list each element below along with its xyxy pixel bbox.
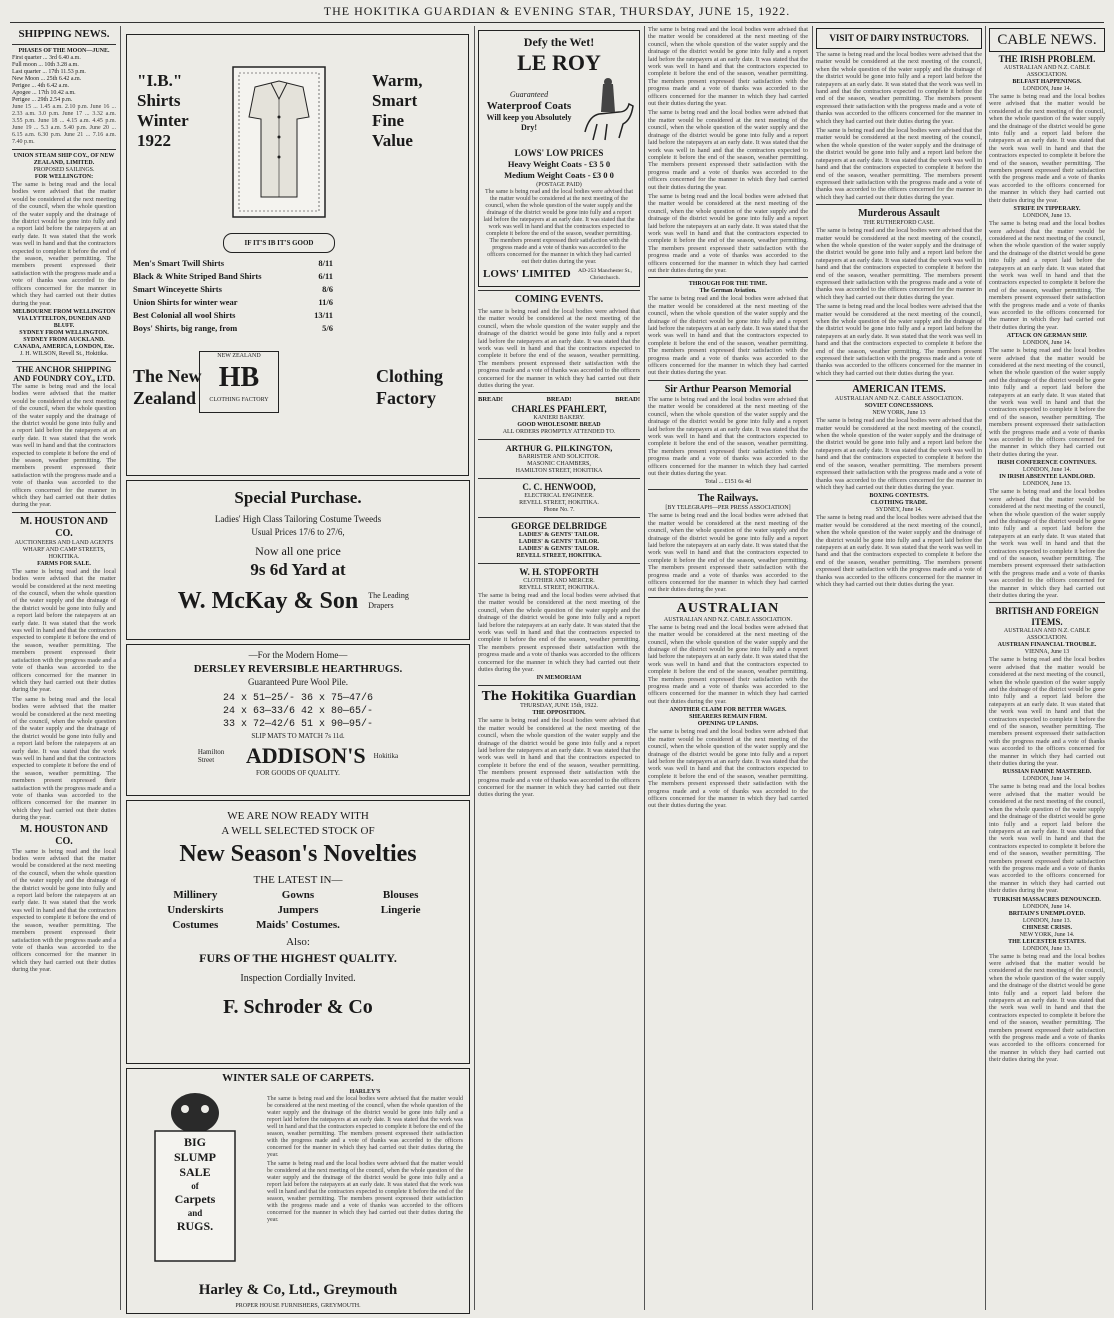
novelty-item: Underskirts [167, 904, 224, 916]
opposition-text: The same is being read and the local bodies were advised that the matter would be considered at the next meeting of the council, when the whole question of the water supply and the drainage of the district would be gone into fully and a report laid before the ratepayers at an early date. It was stated that the work was well in hand and that the contractors expected to complete it before the end of the season, weather permitting. The members present expressed their satisfaction with the progress made and a vote of thanks was accorded to the officers concerned for the manner in which they had carried out their duties during the year. [478, 717, 640, 799]
novelties-line2: A WELL SELECTED STOCK OF [221, 825, 375, 837]
novelties-line1: WE ARE NOW READY WITH [227, 810, 369, 822]
ib-item-name: Black & White Striped Band Shirts [133, 271, 262, 281]
american-tag: AUSTRALIAN AND N.Z. CABLE ASSOCIATION. [834, 396, 964, 403]
dairy-title: VISIT OF DAIRY INSTRUCTORS. [829, 33, 969, 43]
col4-text-top-3: The same is being read and the local bodies were advised that the matter would be considered at the next meeting of the council, when the whole question of the water supply and the drainage of the district would be gone into fully and a report laid before the ratepayers at an early date. It was stated that the work was well in hand and that the contractors expected to complete it before the end of the season, weather permitting. The members present expressed their satisfaction with the progress made and a vote of thanks was accorded to the officers concerned for the manner in which they had carried out their duties during the year. [648, 192, 808, 274]
tailor-line-1: LADIES' & GENTS' TAILOR. [518, 531, 600, 538]
rubbing-text: The same is being read and the local bodies were advised that the matter would be considered at the next meeting of the council, when the whole question of the water supply and the drainage of the district would be gone into fully and a report laid before the ratepayers at an early date. It was stated that the work was well in hand and that the contractors expected to complete it before the end of the season, weather permitting. The members present expressed their satisfaction with the progress made and a vote of thanks was accorded to the officers concerned for the manner in which they had carried out their duties during the year. [12, 847, 116, 974]
leroy-text: The same is being read and the local bodies were advised that the matter would be considered at the next meeting of the council, when the whole question of the water supply and the drainage of the district would be gone into fully and a report laid before the ratepayers at an early date. It was stated that the work was well in hand and that the contractors expected to complete it before the end of the season, weather permitting. The members present expressed their satisfaction with the progress made and a vote of thanks was accorded to the officers concerned for the manner in which they had carried out their duties during the year. [483, 189, 635, 265]
lows-address: AD-253 Manchester St., Christchurch. [578, 268, 632, 281]
special-line3: Now all one price [255, 544, 341, 558]
ib-item-price: 6/11 [318, 271, 333, 281]
novelties-items [127, 888, 469, 933]
slump-big: BIG [183, 1135, 206, 1149]
austrian-heading: AUSTRIAN FINANCIAL TROUBLE. [997, 642, 1097, 649]
ib-price-row [133, 296, 333, 309]
railways-tag: [BY TELEGRAPH—PER PRESS ASSOCIATION] [665, 505, 791, 512]
murderous-title: Murderous Assault [858, 208, 940, 220]
farms-text-2: The same is being read and the local bodies were advised that the matter would be considered at the next meeting of the council, when the whole question of the water supply and the drainage of the district would be gone into fully and a report laid before the ratepayers at an early date. It was stated that the work was well in hand and that the contractors expected to complete it before the end of the season, weather permitting. The members present expressed their satisfaction with the progress made and a vote of thanks was accorded to the officers concerned for the manner in which they had carried out their duties during the year. [12, 695, 116, 822]
henwood-phone: Phone No. 7. [543, 506, 575, 513]
slump-sale: SALE [179, 1165, 211, 1179]
addison-sub: FOR GOODS OF QUALITY. [256, 769, 340, 777]
dairy-box [816, 28, 982, 49]
ib-item-price: 5/6 [322, 323, 333, 333]
ib-smart: Smart [372, 91, 418, 110]
ib-item-name: Smart Winceyette Shirts [133, 284, 222, 294]
clothing-dateline: SYDNEY, June 14. [875, 507, 923, 514]
novelty-item: Blouses [382, 889, 419, 901]
ib-item-price: 8/11 [318, 258, 333, 268]
stopforth-sub: CLOTHIER AND MERCER. [523, 577, 595, 584]
tipperary-heading: STRIFE IN TIPPERARY. [1013, 206, 1081, 213]
dersley-head: —For the Modern Home— [248, 650, 348, 660]
german-heading: The German Aviation. [699, 288, 757, 295]
column-rule [644, 26, 645, 1310]
shipping-text: The same is being read and the local bodies were advised that the matter would be considered at the next meeting of the council, when the whole question of the water supply and the drainage of the district would be gone into fully and a report laid before the ratepayers at an early date. It was stated that the work was well in hand and that the contractors expected to complete it before the end of the season, weather permitting. The members present expressed their satisfaction with the progress made and a vote of thanks was accorded to the officers concerned for the manner in which they had carried out their duties during the year. [12, 181, 116, 307]
carpets-ad [126, 1068, 470, 1314]
ib-title: "I.B." [137, 71, 183, 90]
irish-conf-dateline: LONDON, June 14. [1022, 467, 1072, 474]
winter-sale-title: WINTER SALE OF CARPETS. [222, 1072, 374, 1084]
ib-price-row [133, 322, 333, 335]
leicester-text: The same is being read and the local bodies were advised that the matter would be considered at the next meeting of the council, when the whole question of the water supply and the drainage of the district would be gone into fully and a report laid before the ratepayers at an early date. It was stated that the work was well in hand and that the contractors expected to complete it before the end of the season, weather permitting. The members present expressed their satisfaction with the progress made and a vote of thanks was accorded to the officers concerned for the manner in which they had carried out their duties during the year. [989, 952, 1105, 1064]
dersley-sizes [127, 692, 469, 731]
cable-column [989, 26, 1105, 1314]
dersley-sub: Guaranteed Pure Wool Pile. [247, 677, 349, 687]
austrian-text: The same is being read and the local bodies were advised that the matter would be considered at the next meeting of the council, when the whole question of the water supply and the drainage of the district would be gone into fully and a report laid before the ratepayers at an early date. It was stated that the work was well in hand and that the contractors expected to complete it before the end of the season, weather permitting. The members present expressed their satisfaction with the progress made and a vote of thanks was accorded to the officers concerned for the manner in which they had carried out their duties during the year. [989, 656, 1105, 768]
ib-warm: Warm, [372, 71, 423, 90]
leroy-ad [478, 30, 640, 287]
sydney-heading: SYDNEY FROM WELLINGTON. [19, 329, 109, 336]
farms-text: The same is being read and the local bodies were advised that the matter would be considered at the next meeting of the council, when the whole question of the water supply and the drainage of the district would be gone into fully and a report laid before the ratepayers at an early date. It was stated that the work was well in hand and that the contractors expected to complete it before the end of the season, weather permitting. The members present expressed their satisfaction with the progress made and a vote of thanks was accorded to the officers concerned for the manner in which they had carried out their duties during the year. [12, 567, 116, 694]
leroy-top: Defy the Wet! [523, 35, 595, 49]
henwood-addr: REVELL STREET, HOKITIKA. [519, 499, 599, 506]
hb-badge-top: NEW ZEALAND [217, 353, 261, 359]
houston-title-2: M. HOUSTON AND CO. [20, 823, 108, 847]
carpets-text-2: The same is being read and the local bodies were advised that the matter would be considered at the next meeting of the council, when the whole question of the water supply and the drainage of the district would be gone into fully and a report laid before the ratepayers at an early date. It was stated that the work was well in hand and that the contractors expected to complete it before the end of the season, weather permitting. The members present expressed their satisfaction with the progress made and a vote of thanks was accorded to the officers concerned for the manner in which they had carried out their duties during the year. [267, 1161, 463, 1223]
soviet-text: The same is being read and the local bodies were advised that the matter would be considered at the next meeting of the council, when the whole question of the water supply and the drainage of the district would be gone into fully and a report laid before the ratepayers at an early date. It was stated that the work was well in hand and that the contractors expected to complete it before the end of the season, weather permitting. The members present expressed their satisfaction with the progress made and a vote of thanks was accorded to the officers concerned for the manner in which they had carried out their duties during the year. [816, 417, 982, 491]
soviet-dateline: NEW YORK, June 13 [872, 410, 926, 417]
column-rule [812, 26, 813, 1310]
irish-tag: AUSTRALIAN AND N.Z. CABLE ASSOCIATION. [1003, 65, 1091, 78]
anchor-title: THE ANCHOR SHIPPING AND FOUNDRY COY., LTD. [13, 364, 115, 383]
unemployed-heading: BRITAIN'S UNEMPLOYED. [1008, 910, 1086, 917]
addison-right: Hokitika [373, 752, 399, 760]
pfahlert-orders: ALL ORDERS PROMPTLY ATTENDED TO. [502, 428, 616, 435]
clothing-heading: CLOTHING TRADE. [870, 500, 928, 507]
absentee-heading: IN IRISH ABSENTEE LANDLORD. [999, 474, 1095, 481]
masthead-rule [10, 22, 1104, 23]
pfahlert-sub: KANIERI BAKERY. [533, 414, 585, 421]
ib-price-row [133, 257, 333, 270]
moon-row: New Moon ... 25th 6.42 a.m. [12, 76, 82, 82]
shipping-column [12, 26, 116, 1314]
pilkington-addr: MASONIC CHAMBERS, [527, 460, 591, 467]
column-rule [120, 26, 121, 1310]
carpets-text: The same is being read and the local bodies were advised that the matter would be considered at the next meeting of the council, when the whole question of the water supply and the drainage of the district would be gone into fully and a report laid before the ratepayers at an early date. It was stated that the work was well in hand and that the contractors expected to complete it before the end of the season, weather permitting. The members present expressed their satisfaction with the progress made and a vote of thanks was accorded to the officers concerned for the manner in which they had carried out their duties during the year. [267, 1096, 463, 1158]
dersley-size-row: 24 x 63—33/6 42 x 80—65/- [222, 706, 374, 717]
moon-row: Full moon ... 10th 3.28 a.m. [12, 62, 79, 68]
novelties-inspection: Inspection Cordially Invited. [240, 973, 356, 984]
dairy-text: The same is being read and the local bodies were advised that the matter would be considered at the next meeting of the council, when the whole question of the water supply and the drainage of the district would be gone into fully and a report laid before the ratepayers at an early date. It was stated that the work was well in hand and that the contractors expected to complete it before the end of the season, weather permitting. The members present expressed their satisfaction with the progress made and a vote of thanks was accorded to the officers concerned for the manner in which they had carried out their duties during the year. [816, 51, 982, 125]
canada-heading: CANADA, AMERICA, LONDON, Etc. [13, 343, 115, 350]
british-tag: AUSTRALIAN AND N.Z. CABLE ASSOCIATION. [1003, 628, 1091, 642]
opposition-heading: THE OPPOSITION. [532, 710, 586, 717]
special-line2: Usual Prices 17/6 to 27/6, [251, 527, 345, 537]
ib-item-name: Men's Smart Twill Shirts [133, 258, 225, 268]
shearers-heading: SHEARERS REMAIN FIRM. [689, 714, 767, 721]
masthead: THE HOKITIKA GUARDIAN & EVENING STAR, THURSDAY, JUNE 15, 1922. [323, 4, 791, 18]
ib-price-row [133, 270, 333, 283]
turkish-heading: TURKISH MASSACRES DENOUNCED. [993, 896, 1101, 903]
pfahlert-name: CHARLES PFAHLERT, [511, 403, 607, 414]
col-3 [478, 26, 640, 1314]
leroy-guaranteed: Guaranteed [509, 89, 549, 99]
union-sub: PROPOSED SAILINGS. [33, 167, 95, 173]
leroy-prices-head: LOWS' LOW PRICES [514, 148, 604, 158]
american-title: AMERICAN ITEMS. [852, 384, 946, 396]
pearson-text: The same is being read and the local bodies were advised that the matter would be considered at the next meeting of the council, when the whole question of the water supply and the drainage of the district would be gone into fully and a report laid before the ratepayers at an early date. It was stated that the work was well in hand and that the contractors expected to complete it before the end of the season, weather permitting. The members present expressed their satisfaction with the progress made and a vote of thanks was accorded to the officers concerned for the manner in which they had carried out their duties during the year. [648, 395, 808, 477]
ib-shirts-ad-right [342, 34, 469, 476]
coming-events-text: The same is being read and the local bodies were advised that the matter would be considered at the next meeting of the council, when the whole question of the water supply and the drainage of the district would be gone into fully and a report laid before the ratepayers at an early date. It was stated that the work was well in hand and that the contractors expected to complete it before the end of the season, weather permitting. The members present expressed their satisfaction with the progress made and a vote of thanks was accorded to the officers concerned for the manner in which they had carried out their duties during the year. [478, 308, 640, 390]
slump-rugs: RUGS. [176, 1219, 214, 1233]
pearson-total: Total ... £151 6s 4d [704, 479, 752, 486]
addison-name: ADDISON'S [245, 743, 366, 768]
stopforth-addr: REVELL STREET, HOKITIKA. [519, 584, 599, 591]
mckay-name: W. McKay & Son [177, 588, 359, 614]
houston-title: M. HOUSTON AND CO. [20, 515, 108, 539]
ib-item-price: 13/11 [314, 310, 333, 320]
australian-text: The same is being read and the local bodies were advised that the matter would be considered at the next meeting of the council, when the whole question of the water supply and the drainage of the district would be gone into fully and a report laid before the ratepayers at an early date. It was stated that the work was well in hand and that the contractors expected to complete it before the end of the season, weather permitting. The members present expressed their satisfaction with the progress made and a vote of thanks was accorded to the officers concerned for the manner in which they had carried out their duties during the year. [648, 623, 808, 705]
melbourne-heading: MELBOURNE FROM WELLINGTON VIA LYTTELTON, DUNEDIN AND BLUFF. [12, 308, 116, 329]
addison-left: Hamilton Street [197, 748, 225, 764]
shipping-title: SHIPPING NEWS. [18, 28, 110, 40]
guardian-title: The Hokitika Guardian [481, 689, 637, 704]
ib-badge: IF IT'S IB IT'S GOOD [223, 233, 335, 253]
henwood-name: C. C. HENWOOD, [522, 481, 596, 492]
agent-name: J. H. WILSON, Revell St., Hokitika. [19, 350, 109, 357]
houston-sub: AUCTIONEERS AND LAND AGENTS [14, 539, 114, 546]
tipperary-dateline: LONDON, June 13. [1022, 213, 1072, 220]
tailor-line-2: LADIES' & GENTS' TAILOR. [518, 538, 600, 545]
dersley-title: DERSLEY REVERSIBLE HEARTHRUGS. [193, 663, 403, 675]
russian-text: The same is being read and the local bodies were advised that the matter would be considered at the next meeting of the council, when the whole question of the water supply and the drainage of the district would be gone into fully and a report laid before the ratepayers at an early date. It was stated that the work was well in hand and that the contractors expected to complete it before the end of the season, weather permitting. The members present expressed their satisfaction with the progress made and a vote of thanks was accorded to the officers concerned for the manner in which they had carried out their duties during the year. [989, 783, 1105, 895]
henwood-sub: ELECTRICAL ENGINEER. [524, 492, 594, 499]
moon-phases [12, 55, 116, 104]
chinese-heading: CHINESE CRISIS. [1021, 924, 1073, 931]
hb-factory: Factory [376, 388, 436, 408]
clothing-text: The same is being read and the local bodies were advised that the matter would be considered at the next meeting of the council, when the whole question of the water supply and the drainage of the district would be gone into fully and a report laid before the ratepayers at an early date. It was stated that the work was well in hand and that the contractors expected to complete it before the end of the season, weather permitting. The members present expressed their satisfaction with the progress made and a vote of thanks was accorded to the officers concerned for the manner in which they had carried out their duties during the year. [816, 514, 982, 588]
russian-heading: RUSSIAN FAMINE MASTERED. [1002, 769, 1092, 776]
leroy-product: Waterproof Coats [486, 99, 572, 112]
leroy-postage: (POSTAGE PAID) [536, 182, 582, 188]
slump-slump: SLUMP [174, 1150, 216, 1164]
novelty-item: Gowns [281, 889, 315, 901]
hb-badge-bottom: CLOTHING FACTORY [209, 397, 269, 403]
pilkington-sub: BARRISTER AND SOLICITOR. [518, 453, 600, 460]
delbridge-addr: REVELL STREET, HOKITIKA. [516, 552, 602, 559]
ib-winter: Winter [137, 111, 189, 130]
attack-heading: ATTACK ON GERMAN SHIP. [1006, 333, 1088, 340]
leroy-name: LE ROY [517, 50, 601, 75]
coming-events-title: COMING EVENTS. [514, 294, 604, 305]
novelty-item: Jumpers [277, 904, 319, 916]
through-heading: THROUGH FOR THE TIME. [688, 281, 768, 288]
boxing-heading: BOXING CONTESTS. [869, 493, 929, 500]
col4-text-top: The same is being read and the local bodies were advised that the matter would be considered at the next meeting of the council, when the whole question of the water supply and the drainage of the district would be gone into fully and a report laid before the ratepayers at an early date. It was stated that the work was well in hand and that the contractors expected to complete it before the end of the season, weather permitting. The members present expressed their satisfaction with the progress made and a vote of thanks was accorded to the officers concerned for the manner in which they had carried out their duties during the year. [648, 26, 808, 108]
shirt-box-illustration [225, 47, 335, 227]
soviet-heading: SOVIET CONCESSIONS. [864, 403, 934, 410]
tipperary-text: The same is being read and the local bodies were advised that the matter would be considered at the next meeting of the council, when the whole question of the water supply and the drainage of the district would be gone into fully and a report laid before the ratepayers at an early date. It was stated that the work was well in hand and that the contractors expected to complete it before the end of the season, weather permitting. The members present expressed their satisfaction with the progress made and a vote of thanks was accorded to the officers concerned for the manner in which they had carried out their duties during the year. [989, 220, 1105, 331]
murderous-sub: THE RUTHERFORD CASE. [863, 220, 935, 227]
novelties-latest: THE LATEST IN— [253, 874, 343, 886]
tailor-line-3: LADIES' & GENTS' TAILOR. [518, 545, 600, 552]
australian-title: AUSTRALIAN [676, 600, 780, 616]
novelties-ad [126, 800, 470, 1064]
special-purchase-ad [126, 480, 470, 640]
novelties-title: New Season's Novelties [179, 841, 417, 867]
dersley-ad [126, 644, 470, 796]
another-claim-heading: ANOTHER CLAIM FOR BETTER WAGES. [669, 707, 787, 714]
cable-title-box [989, 28, 1105, 52]
col-5 [816, 26, 982, 1314]
ib-price-row [133, 283, 333, 296]
russian-dateline: LONDON, June 14. [1022, 776, 1072, 783]
irish-title: THE IRISH PROBLEM. [998, 54, 1096, 64]
hb-clothing: Clothing [376, 366, 444, 386]
leroy-keep: Will keep you Absolutely Dry! [486, 112, 572, 132]
dersley-slip: SLIP MATS TO MATCH 7s 11d. [251, 732, 345, 740]
ib-item-price: 11/6 [318, 297, 333, 307]
murderous-text-2: The same is being read and the local bodies were advised that the matter would be considered at the next meeting of the council, when the whole question of the water supply and the drainage of the district would be gone into fully and a report laid before the ratepayers at an early date. It was stated that the work was well in hand and that the contractors expected to complete it before the end of the season, weather permitting. The members present expressed their satisfaction with the progress made and a vote of thanks was accorded to the officers concerned for the manner in which they had carried out their duties during the year. [816, 303, 982, 377]
farms-heading: FARMS FOR SALE. [37, 560, 91, 567]
bread-label: BREAD! [546, 396, 572, 404]
moon-row: Perigee ... 4th 6.42 a.m. [12, 83, 69, 89]
tide-table: June 15 ... 1.45 a.m. 2.10 p.m. June 16 ... 2.33 a.m. 3.0 p.m. June 17 ... 3.32 a.m. 3.55 p.m. June 18 ... 4.15 a.m. 4.45 p.m. June 19 ... 5.3 a.m. 5.40 p.m. June 20 ... 6.15 a.m. 6.30 p.m. June 21 ... 7.16 a.m. 7.40 p.m. [12, 104, 116, 145]
leicester-heading: THE LEICESTER ESTATES. [1008, 938, 1086, 945]
ib-item-price: 8/6 [322, 284, 333, 294]
memoriam-heading: IN MEMORIAM [536, 675, 582, 682]
stopforth-name: W. H. STOPFORTH [519, 566, 599, 577]
irish-conf-heading: IRISH CONFERENCE CONTINUES. [997, 460, 1097, 467]
attack-dateline: LONDON, June 14. [1022, 340, 1072, 347]
opening-heading: OPENING UP LANDS. [697, 721, 759, 728]
hb-new: The New [133, 366, 202, 386]
delbridge-name: GEORGE DELBRIDGE [511, 520, 607, 531]
pilkington-name: ARTHUR G. PILKINGTON, [505, 442, 613, 453]
murderous-text: The same is being read and the local bodies were advised that the matter would be considered at the next meeting of the council, when the whole question of the water supply and the drainage of the district would be gone into fully and a report laid before the ratepayers at an early date. It was stated that the work was well in hand and that the contractors expected to complete it before the end of the season, weather permitting. The members present expressed their satisfaction with the progress made and a vote of thanks was accorded to the officers concerned for the manner in which they had carried out their duties during the year. [816, 227, 982, 301]
leicester-dateline: LONDON, June 13. [1022, 945, 1072, 952]
novelties-furs: FURS OF THE HIGHEST QUALITY. [199, 951, 397, 965]
railways-title: The Railways. [697, 493, 759, 505]
col-4 [648, 26, 808, 1314]
slump-and: and [187, 1208, 203, 1218]
belfast-heading: BELFAST HAPPENINGS. [1012, 79, 1082, 85]
moon-row: First quarter ... 3rd 6.40 a.m. [12, 55, 81, 61]
leroy-heavy: Heavy Weight Coats - £3 5 0 [507, 159, 611, 169]
union-title: UNION STEAM SHIP COY., OF NEW ZEALAND, LIMITED. [13, 153, 115, 166]
opening-text: The same is being read and the local bodies were advised that the matter would be considered at the next meeting of the council, when the whole question of the water supply and the drainage of the district would be gone into fully and a report laid before the ratepayers at an early date. It was stated that the work was well in hand and that the contractors expected to complete it before the end of the season, weather permitting. The members present expressed their satisfaction with the progress made and a vote of thanks was accorded to the officers concerned for the manner in which they had carried out their duties during the year. [648, 728, 808, 810]
ib-item-name: Boys' Shirts, big range, from [133, 323, 238, 333]
ib-item-name: Best Colonial all wool Shirts [133, 310, 236, 320]
belfast-text: The same is being read and the local bodies were advised that the matter would be considered at the next meeting of the council, when the whole question of the water supply and the drainage of the district would be gone into fully and a report laid before the ratepayers at an early date. It was stated that the work was well in hand and that the contractors expected to complete it before the end of the season, weather permitting. The members present expressed their satisfaction with the progress made and a vote of thanks was accorded to the officers concerned for the manner in which they had carried out their duties during the year. [989, 93, 1105, 204]
moon-row: Perigee ... 29th 2.54 p.m. [12, 97, 73, 103]
harley-sub: PROPER HOUSE FURNISHERS, GREYMOUTH. [235, 1303, 361, 1309]
austrian-dateline: VIENNA, June 13 [1024, 649, 1070, 656]
novelty-item: Maids' Costumes. [256, 919, 340, 931]
sydney-auckland-heading: SYDNEY FROM AUCKLAND. [23, 336, 105, 343]
harleys-head: HARLEY'S [349, 1089, 381, 1095]
belfast-dateline: LONDON, June 14. [1022, 86, 1072, 92]
pearson-title: Sir Arthur Pearson Memorial [664, 383, 792, 395]
hb-badge [199, 351, 279, 413]
column-rule [985, 26, 986, 1310]
novelty-item: Costumes [172, 919, 219, 931]
turkish-dateline: LONDON, June 14. [1022, 903, 1072, 910]
schroder-name: F. Schroder & Co [223, 996, 373, 1018]
moon-row: Apogee ... 17th 10.42 a.m. [12, 90, 76, 96]
ib-item-name: Union Shirts for winter wear [133, 297, 238, 307]
unemployed-dateline: LONDON, June 13. [1022, 917, 1072, 924]
ib-year: 1922 [137, 131, 171, 150]
moon-heading: PHASES OF THE MOON—JUNE. [18, 48, 110, 54]
stopforth-text: The same is being read and the local bodies were advised that the matter would be considered at the next meeting of the council, when the whole question of the water supply and the drainage of the district would be gone into fully and a report laid before the ratepayers at an early date. It was stated that the work was well in hand and that the contractors expected to complete it before the end of the season, weather permitting. The members present expressed their satisfaction with the progress made and a vote of thanks was accorded to the officers concerned for the manner in which they had carried out their duties during the year. [478, 591, 640, 673]
pfahlert-good: GOOD WHOLESOME BREAD [517, 421, 601, 428]
lows-name: LOWS' LIMITED [483, 268, 571, 281]
dersley-size-row: 33 x 72—42/6 51 x 90—95/- [222, 719, 374, 730]
ib-price-row [133, 309, 333, 322]
harley-name: Harley & Co, Ltd., Greymouth [198, 1282, 398, 1298]
railways-text: The same is being read and the local bodies were advised that the matter would be considered at the next meeting of the council, when the whole question of the water supply and the drainage of the district would be gone into fully and a report laid before the ratepayers at an early date. It was stated that the work was well in hand and that the contractors expected to complete it before the end of the season, weather permitting. The members present expressed their satisfaction with the progress made and a vote of thanks was accorded to the officers concerned for the manner in which they had carried out their duties during the year. [648, 512, 808, 594]
bread-label: BREAD! [478, 396, 503, 404]
rider-illustration [579, 76, 635, 146]
guardian-date: THURSDAY, JUNE 15th, 1922. [520, 703, 598, 710]
slump-of: of [191, 1181, 199, 1191]
australian-tag: AUSTRALIAN AND N.Z. CABLE ASSOCIATION. [663, 616, 793, 623]
ib-price-list [133, 257, 333, 335]
german-text: The same is being read and the local bodies were advised that the matter would be considered at the next meeting of the council, when the whole question of the water supply and the drainage of the district would be gone into fully and a report laid before the ratepayers at an early date. It was stated that the work was well in hand and that the contractors expected to complete it before the end of the season, weather permitting. The members present expressed their satisfaction with the progress made and a vote of thanks was accorded to the officers concerned for the manner in which they had carried out their duties during the year. [648, 295, 808, 377]
ib-value: Value [372, 131, 413, 150]
dersley-size-row: 24 x 51—25/- 36 x 75—47/6 [222, 693, 374, 704]
bread-label: BREAD! [615, 396, 640, 404]
hb-zealand: Zealand [133, 388, 197, 408]
novelties-also: Also: [286, 936, 310, 948]
mckay-sub: The Leading Drapers [368, 591, 409, 610]
absentee-text: The same is being read and the local bodies were advised that the matter would be considered at the next meeting of the council, when the whole question of the water supply and the drainage of the district would be gone into fully and a report laid before the ratepayers at an early date. It was stated that the work was well in hand and that the contractors expected to complete it before the end of the season, weather permitting. The members present expressed their satisfaction with the progress made and a vote of thanks was accorded to the officers concerned for the manner in which they had carried out their duties during the year. [989, 488, 1105, 599]
hb-badge-letters: HB [218, 362, 260, 393]
anchor-text: The same is being read and the local bodies were advised that the matter would be considered at the next meeting of the council, when the whole question of the water supply and the drainage of the district would be gone into fully and a report laid before the ratepayers at an early date. It was stated that the work was well in hand and that the contractors expected to complete it before the end of the season, weather permitting. The members present expressed their satisfaction with the progress made and a vote of thanks was accorded to the officers concerned for the manner in which they had carried out their duties during the year. [12, 382, 116, 509]
dairy-text-2: The same is being read and the local bodies were advised that the matter would be considered at the next meeting of the council, when the whole question of the water supply and the drainage of the district would be gone into fully and a report laid before the ratepayers at an early date. It was stated that the work was well in hand and that the contractors expected to complete it before the end of the season, weather permitting. The members present expressed their satisfaction with the progress made and a vote of thanks was accorded to the officers concerned for the manner in which they had carried out their duties during the year. [816, 127, 982, 201]
british-title: BRITISH AND FOREIGN ITEMS. [995, 606, 1099, 628]
absentee-dateline: LONDON, June 13. [1022, 481, 1072, 488]
column-rule [474, 26, 475, 1310]
wharf-address: WHARF AND CAMP STREETS, HOKITIKA. [22, 546, 106, 560]
bread-row [478, 396, 640, 403]
novelty-item: Millinery [173, 889, 218, 901]
ib-shirts-ad [126, 34, 344, 476]
leroy-medium: Medium Weight Coats - £3 0 0 [504, 170, 614, 180]
ib-fine: Fine [372, 111, 405, 130]
attack-text: The same is being read and the local bodies were advised that the matter would be considered at the next meeting of the council, when the whole question of the water supply and the drainage of the district would be gone into fully and a report laid before the ratepayers at an early date. It was stated that the work was well in hand and that the contractors expected to complete it before the end of the season, weather permitting. The members present expressed their satisfaction with the progress made and a vote of thanks was accorded to the officers concerned for the manner in which they had carried out their duties during the year. [989, 347, 1105, 458]
chinese-dateline: NEW YORK, June 14. [1019, 931, 1075, 938]
special-line1: Ladies' High Class Tailoring Costume Tweeds [214, 514, 382, 524]
cable-title: CABLE NEWS. [997, 32, 1097, 48]
ib-shirts: Shirts [137, 91, 181, 110]
novelty-item: Lingerie [380, 904, 421, 916]
special-price: 9s 6d Yard at [250, 560, 346, 579]
moon-row: Last quarter ... 17th 11.53 p.m. [12, 69, 86, 75]
slump-carpets: Carpets [174, 1192, 216, 1206]
col4-text-top-2: The same is being read and the local bodies were advised that the matter would be considered at the next meeting of the council, when the whole question of the water supply and the drainage of the district would be gone into fully and a report laid before the ratepayers at an early date. It was stated that the work was well in hand and that the contractors expected to complete it before the end of the season, weather permitting. The members present expressed their satisfaction with the progress made and a vote of thanks was accorded to the officers concerned for the manner in which they had carried out their duties during the year. [648, 109, 808, 191]
special-title: Special Purchase. [234, 488, 362, 507]
wellington-heading: FOR WELLINGTON: [34, 174, 94, 180]
pilkington-addr2: HAMILTON STREET, HOKITIKA [515, 467, 603, 474]
